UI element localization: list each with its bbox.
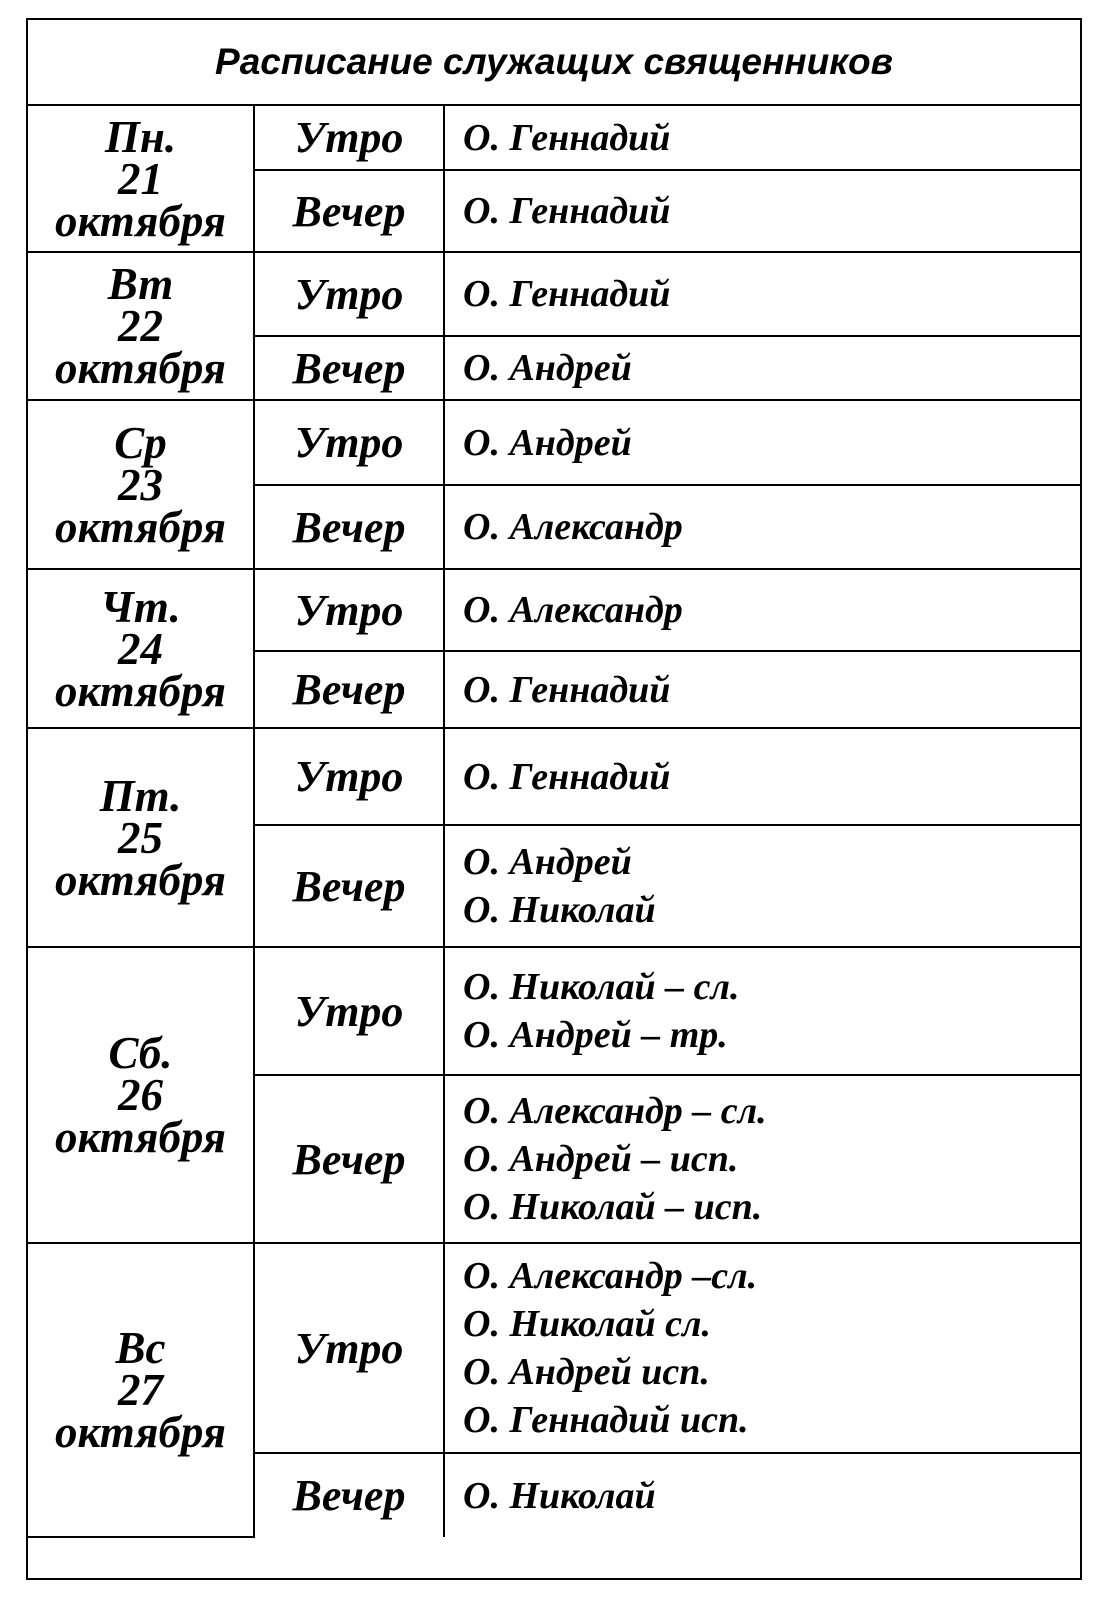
- service-time-label: Вечер: [254, 651, 444, 728]
- priest-name: О. Геннадий: [463, 116, 671, 159]
- service-time-label: Вечер: [254, 1075, 444, 1243]
- service-time-label: Вечер: [254, 170, 444, 252]
- schedule-row-morning: [28, 400, 1080, 485]
- schedule-row-morning: [28, 728, 1080, 825]
- day-date: 21: [118, 153, 163, 204]
- service-time-label: Утро: [254, 106, 444, 170]
- day-month: октября: [55, 195, 226, 246]
- day-date: 24: [118, 623, 163, 674]
- schedule-sheet: [26, 18, 1082, 1580]
- service-time-label: Утро: [254, 400, 444, 485]
- day-month: октября: [55, 1112, 226, 1162]
- priest-name: О. Геннадий: [463, 190, 671, 232]
- priest-name: О. Андрей: [463, 347, 632, 389]
- priest-name: О. Андрей – исп.: [463, 1138, 739, 1180]
- service-time-label: Вечер: [254, 825, 444, 947]
- priest-name: О. Геннадий: [463, 273, 671, 315]
- day-date: 26: [118, 1070, 163, 1120]
- priest-name: О. Геннадий исп.: [463, 1399, 749, 1441]
- service-time-label: Вечер: [254, 336, 444, 400]
- day-weekday: Чт.: [100, 581, 181, 632]
- service-time-label: Утро: [254, 1243, 444, 1453]
- priest-cell: [444, 1243, 1080, 1453]
- priest-cell: [444, 1453, 1080, 1537]
- service-time-label: Утро: [254, 947, 444, 1075]
- priest-name: О. Андрей – тр.: [463, 1014, 728, 1056]
- priest-name: О. Александр: [463, 506, 683, 548]
- day-date: 23: [118, 459, 163, 510]
- priest-name: О. Геннадий: [463, 755, 671, 798]
- day-cell: [28, 947, 254, 1243]
- priest-cell: [444, 651, 1080, 728]
- priest-cell: [444, 825, 1080, 947]
- day-cell: [28, 1243, 254, 1537]
- priest-cell: [444, 400, 1080, 485]
- priest-name: О. Александр – сл.: [463, 1090, 767, 1132]
- schedule-row-morning: [28, 106, 1080, 170]
- priest-cell: [444, 252, 1080, 336]
- priest-name: О. Николай – исп.: [463, 1186, 763, 1228]
- priest-name: О. Николай: [463, 1474, 656, 1517]
- day-weekday: Пт.: [99, 770, 182, 821]
- day-month: октября: [55, 665, 226, 716]
- priest-name: О. Николай сл.: [463, 1303, 712, 1345]
- priest-name: О. Андрей: [463, 421, 632, 464]
- schedule-row-morning: [28, 1243, 1080, 1453]
- priest-cell: [444, 569, 1080, 651]
- priest-cell: [444, 170, 1080, 252]
- priest-cell: [444, 1075, 1080, 1243]
- priest-cell: [444, 728, 1080, 825]
- day-month: октября: [55, 1407, 226, 1457]
- schedule-table: [28, 106, 1080, 1538]
- day-date: 25: [118, 812, 163, 863]
- priest-name: О. Геннадий: [463, 668, 671, 711]
- priest-cell: [444, 485, 1080, 569]
- priest-name: О. Александр –сл.: [463, 1255, 758, 1297]
- page-title: Расписание служащих священников: [28, 20, 1080, 106]
- priest-name: О. Андрей: [463, 841, 632, 883]
- day-weekday: Пн.: [104, 111, 177, 162]
- day-weekday: Ср: [114, 417, 167, 468]
- priest-cell: [444, 947, 1080, 1075]
- priest-cell: [444, 336, 1080, 400]
- service-time-label: Утро: [254, 569, 444, 651]
- day-month: октября: [55, 501, 226, 552]
- service-time-label: Вечер: [254, 1453, 444, 1537]
- day-date: 27: [118, 1365, 163, 1415]
- priest-name: О. Андрей исп.: [463, 1351, 710, 1393]
- day-weekday: Сб.: [108, 1028, 173, 1078]
- day-weekday: Вт: [107, 259, 174, 309]
- day-date: 22: [118, 301, 163, 351]
- priest-name: О. Николай – сл.: [463, 966, 740, 1008]
- service-time-label: Вечер: [254, 485, 444, 569]
- day-month: октября: [55, 854, 226, 905]
- day-cell: [28, 106, 254, 252]
- day-cell: [28, 252, 254, 400]
- schedule-row-morning: [28, 252, 1080, 336]
- day-month: октября: [55, 343, 226, 393]
- schedule-row-morning: [28, 947, 1080, 1075]
- priest-cell: [444, 106, 1080, 170]
- schedule-row-morning: [28, 569, 1080, 651]
- day-cell: [28, 400, 254, 569]
- priest-name: О. Николай: [463, 889, 656, 931]
- priest-name: О. Александр: [463, 589, 683, 631]
- day-weekday: Вс: [115, 1323, 166, 1373]
- day-cell: [28, 728, 254, 947]
- service-time-label: Утро: [254, 728, 444, 825]
- day-cell: [28, 569, 254, 728]
- service-time-label: Утро: [254, 252, 444, 336]
